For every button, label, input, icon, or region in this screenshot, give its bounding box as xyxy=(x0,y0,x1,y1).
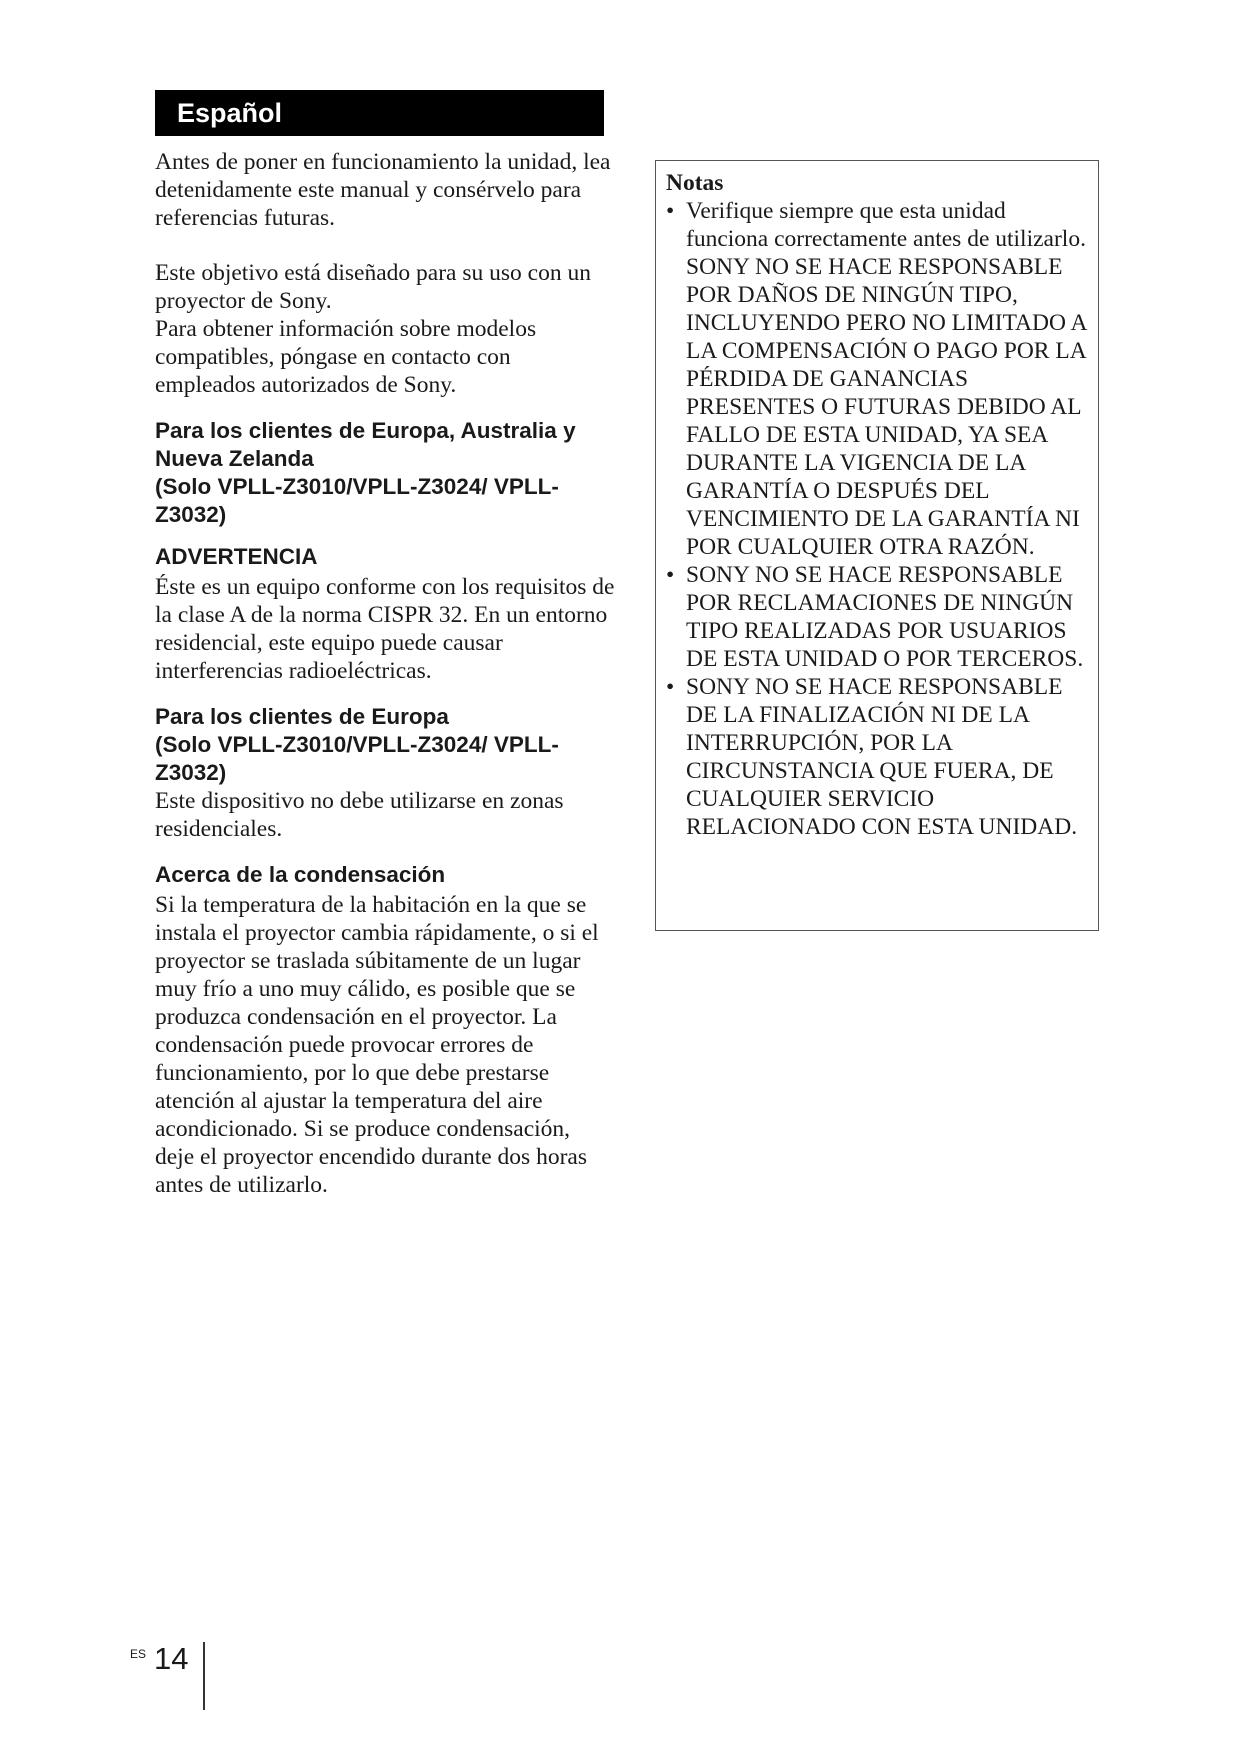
note-text: SONY NO SE HACE RESPONSABLE POR RECLAMACIONES DE NINGÚN TIPO REALIZADAS POR USUARIOS DE ESTA UNIDAD O POR TERCEROS. xyxy=(686,562,1084,672)
notes-box xyxy=(655,160,1099,931)
note-text: SONY NO SE HACE RESPONSABLE DE LA FINALIZACIÓN NI DE LA INTERRUPCIÓN, POR LA CIRCUNSTANCIA QUE FUERA, DE CUALQUIER SERVICIO RELACIONADO CON ESTA UNIDAD. xyxy=(686,674,1078,840)
note-item xyxy=(666,561,1088,673)
heading-europe-australia-nz: Para los clientes de Europa, Australia y Nueva Zelanda xyxy=(155,418,576,471)
page-number-value: 14 xyxy=(154,1641,189,1676)
page-divider xyxy=(203,1642,205,1710)
condensation-paragraph: Si la temperatura de la habitación en la que se instala el proyector cambia rápidamente, o si el proyector se traslada súbitamente de un lugar muy frío a uno muy cálido, es posible que se produzca condensación en el proyector. La condensación puede provocar errores de funcionamiento, por lo que debe prestarse atención al ajustar la temperatura del aire acondicionado. Si se produce condensación, deje el proyector encendido durante dos horas antes de utilizarlo. xyxy=(155,892,599,1198)
notes-title: Notas xyxy=(666,170,724,196)
europe-paragraph: Este dispositivo no debe utilizarse en zonas residenciales. xyxy=(155,788,564,842)
warning-paragraph: Éste es un equipo conforme con los requisitos de la clase A de la norma CISPR 32. En un entorno residencial, este equipo puede causar interferencias radioeléctricas. xyxy=(155,574,615,684)
bullet-icon: • xyxy=(666,198,675,224)
lens-paragraph-1: Este objetivo está diseñado para su uso con un proyector de Sony. xyxy=(155,260,591,314)
heading-condensation: Acerca de la condensación xyxy=(155,862,446,887)
intro-paragraph: Antes de poner en funcionamiento la unidad, lea detenidamente este manual y consérvelo para referencias futuras. xyxy=(155,149,611,231)
heading-warning: ADVERTENCIA xyxy=(155,544,318,569)
note-item xyxy=(666,197,1088,561)
heading-models-1: (Solo VPLL-Z3010/VPLL-Z3024/ VPLL-Z3032) xyxy=(155,474,559,527)
page-language-prefix: ES xyxy=(130,1647,147,1661)
heading-europe: Para los clientes de Europa xyxy=(155,704,449,729)
left-column xyxy=(155,148,615,1199)
bullet-icon: • xyxy=(666,562,675,588)
bullet-icon: • xyxy=(666,674,675,700)
lens-paragraph-2: Para obtener información sobre modelos compatibles, póngase en contacto con empleados autorizados de Sony. xyxy=(155,316,537,398)
language-header: Español xyxy=(155,90,604,136)
note-item xyxy=(666,673,1088,841)
heading-models-2: (Solo VPLL-Z3010/VPLL-Z3024/ VPLL-Z3032) xyxy=(155,732,559,785)
note-text: Verifique siempre que esta unidad funciona correctamente antes de utilizarlo. SONY NO SE HACE RESPONSABLE POR DAÑOS DE NINGÚN TIPO, INCLUYENDO PERO NO LIMITADO A LA COMPENSACIÓN O PAGO POR LA PÉRDIDA DE GANANCIAS PRESENTES O FUTURAS DEBIDO AL FALLO DE ESTA UNIDAD, YA SEA DURANTE LA VIGENCIA DE LA GARANTÍA O DESPUÉS DEL VENCIMIENTO DE LA GARANTÍA NI POR CUALQUIER OTRA RAZÓN. xyxy=(686,198,1087,560)
